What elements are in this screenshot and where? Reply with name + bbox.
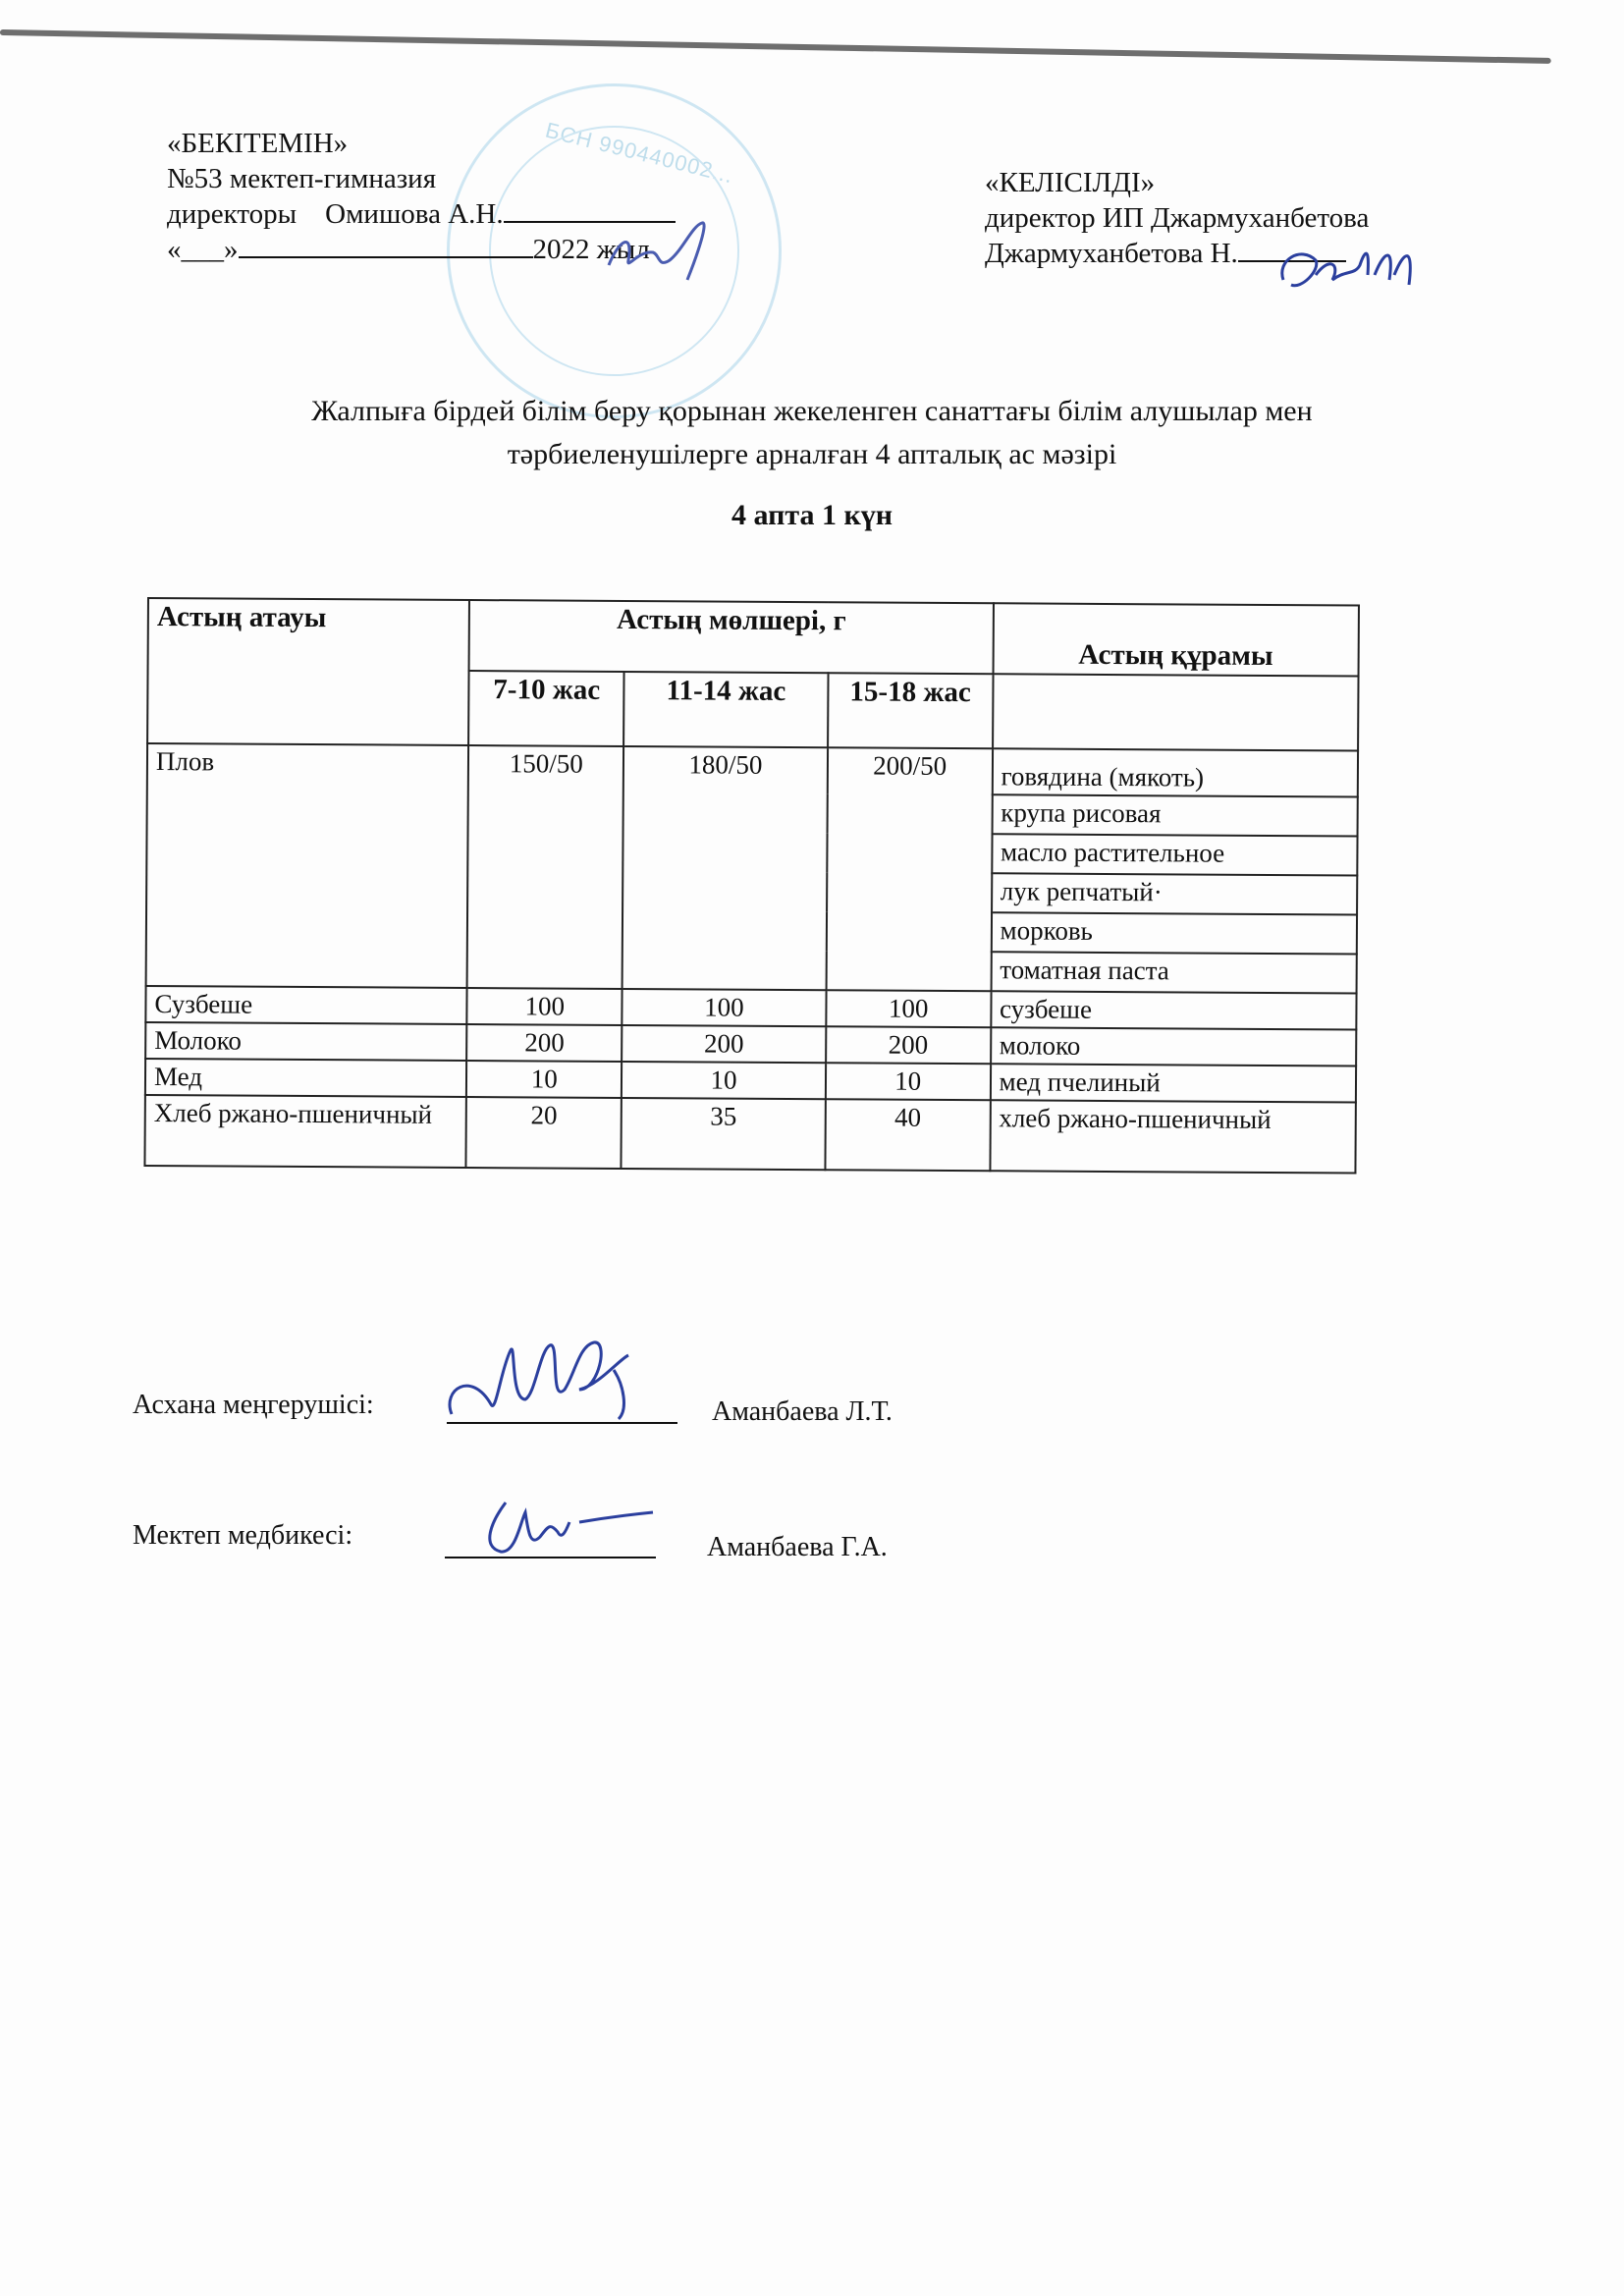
amount-15-18: 200	[826, 1026, 991, 1064]
table-row	[147, 743, 1358, 797]
ingredient: мед пчелиный	[990, 1064, 1356, 1102]
director-label: директоры	[167, 198, 298, 230]
header-age-7-10: 7-10 жас	[469, 671, 624, 746]
approval-right-heading: «КЕЛІСІЛДІ»	[985, 167, 1156, 198]
amount-7-10: 100	[467, 988, 623, 1025]
dish-name: Хлеб ржано-пшеничный	[144, 1095, 466, 1168]
amount-15-18: 10	[826, 1063, 991, 1100]
dish-name: Мед	[145, 1059, 467, 1097]
approval-left-school: №53 мектеп-гимназия	[167, 163, 437, 194]
ingredient: хлеб ржано-пшеничный	[990, 1100, 1356, 1173]
ingredient: крупа рисовая	[992, 794, 1358, 836]
amount-7-10: 10	[466, 1061, 622, 1098]
date-day-blank: «___»	[167, 234, 239, 265]
approval-right-director: директор ИП Джармуханбетова	[985, 202, 1370, 234]
amount-15-18: 40	[825, 1099, 990, 1171]
header-age-15-18: 15-18 жас	[828, 673, 993, 748]
header-amount: Астың мөлшері, г	[469, 600, 994, 674]
amount-15-18: 200/50	[826, 747, 992, 991]
document-title-line1: Жалпыға бірдей білім беру қорынан жекеленген санаттағы білім алушылар мен	[311, 395, 1313, 427]
menu-table	[143, 597, 1360, 1175]
header-dish-name: Астың атауы	[147, 598, 469, 745]
amount-7-10: 20	[466, 1097, 622, 1169]
approval-right-name: Джармуханбетова Н.	[985, 238, 1238, 269]
approval-left-heading: «БЕКІТЕМІН»	[167, 128, 349, 159]
kitchen-head-label: Асхана меңгерушісі:	[133, 1390, 374, 1420]
header-age-11-14: 11-14 жас	[623, 672, 828, 747]
school-nurse-signature	[471, 1493, 658, 1561]
director-signature	[599, 211, 717, 285]
ingredient: лук репчатый·	[992, 873, 1358, 914]
date-blank-line	[239, 237, 533, 258]
director-name: Омишова А.Н.	[325, 198, 504, 230]
ingredient: масло растительное	[992, 834, 1358, 875]
amount-7-10: 150/50	[467, 745, 623, 989]
right-director-signature	[1272, 236, 1419, 300]
ingredient: говядина (мякоть)	[992, 748, 1358, 796]
dish-name: Сузбеше	[145, 986, 467, 1024]
amount-11-14: 100	[623, 989, 827, 1026]
school-nurse-name: Аманбаева Г.А.	[707, 1532, 888, 1562]
kitchen-head-signature	[432, 1331, 677, 1429]
kitchen-head-name: Аманбаева Л.Т.	[712, 1396, 893, 1427]
school-nurse-label: Мектеп медбикесі:	[133, 1520, 353, 1551]
stamp-text: БСН 990440002...	[543, 117, 736, 189]
amount-11-14: 35	[622, 1098, 826, 1170]
amount-11-14: 10	[622, 1062, 826, 1099]
amount-15-18: 100	[826, 990, 991, 1027]
document-title-line2: тәрбиеленушілерге арналған 4 апталық ас мәзірі	[507, 438, 1117, 470]
header-composition-empty	[993, 674, 1359, 750]
header-composition: Астың құрамы	[993, 603, 1359, 676]
amount-11-14: 200	[622, 1025, 826, 1063]
table-row	[144, 1095, 1355, 1174]
scan-edge-line	[0, 29, 1551, 64]
ingredient: молоко	[991, 1027, 1357, 1066]
date-year: 2022 жыл	[532, 234, 650, 265]
document-subtitle: 4 апта 1 күн	[731, 499, 893, 531]
amount-7-10: 200	[467, 1024, 623, 1062]
ingredient: морковь	[991, 912, 1357, 954]
dish-name: Плов	[146, 743, 469, 988]
ingredient: сузбеше	[991, 991, 1357, 1029]
header-row	[148, 598, 1359, 677]
dish-name: Молоко	[145, 1022, 467, 1061]
ingredient: томатная паста	[991, 952, 1357, 993]
amount-11-14: 180/50	[623, 746, 828, 990]
